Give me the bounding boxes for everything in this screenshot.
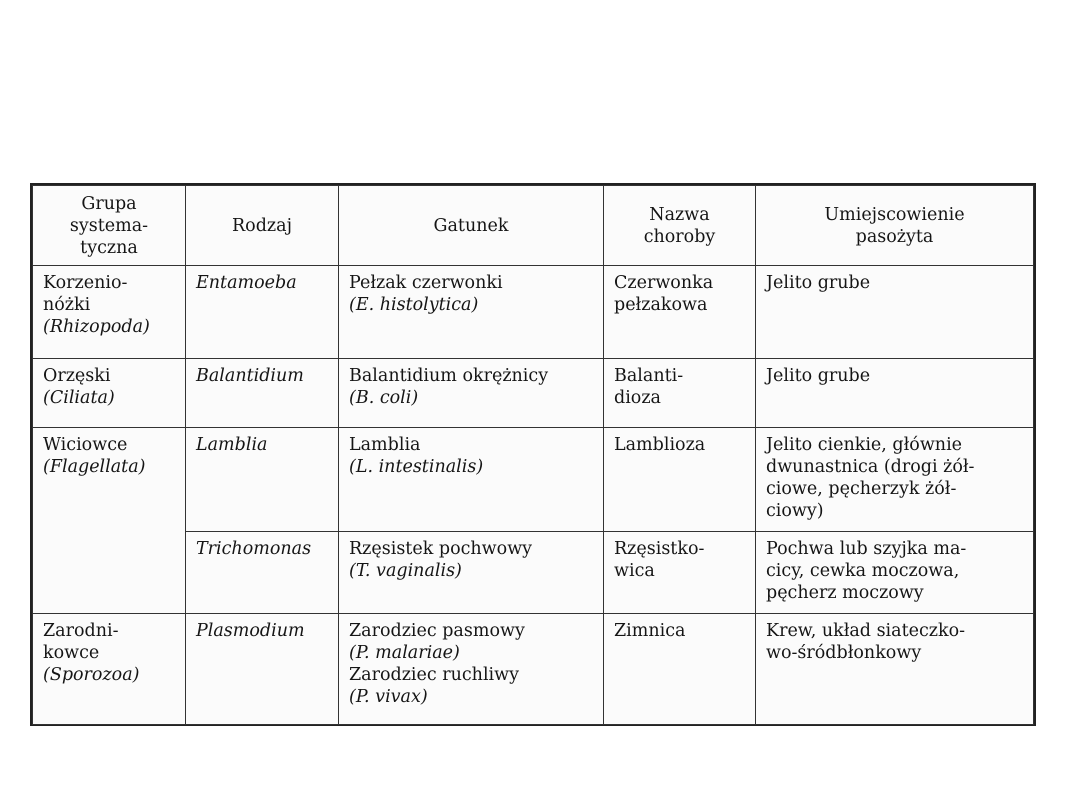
table-row (33, 266, 1034, 359)
header-disease-line-2: choroby (643, 226, 716, 247)
cell-disease: Zimnica (604, 614, 756, 725)
cell-group: Orzęski (Ciliata) (33, 359, 186, 428)
cell-group: Korzenio- nóżki (Rhizopoda) (33, 266, 186, 359)
cell-genus: Balantidium (186, 359, 339, 428)
header-location (756, 186, 1034, 266)
table-row (33, 614, 1034, 725)
header-disease (604, 186, 756, 266)
cell-disease: Lamblioza (604, 428, 756, 532)
cell-disease: Rzęsistko- wica (604, 532, 756, 614)
table-row (33, 428, 1034, 532)
header-group-line-1: Grupa (81, 193, 137, 214)
cell-location: Pochwa lub szyjka ma- cicy, cewka moczowa, pęcherz moczowy (756, 532, 1034, 614)
cell-species: Rzęsistek pochwowy (T. vaginalis) (339, 532, 604, 614)
cell-species: Balantidium okrężnicy (B. coli) (339, 359, 604, 428)
cell-location: Jelito grube (756, 359, 1034, 428)
header-disease-line-1: Nazwa (649, 204, 710, 225)
cell-genus: Lamblia (186, 428, 339, 532)
table-frame (30, 183, 1036, 726)
header-species (339, 186, 604, 266)
cell-location: Jelito cienkie, głównie dwunastnica (drogi żół- ciowe, pęcherzyk żół- ciowy) (756, 428, 1034, 532)
parasite-table (32, 185, 1034, 725)
header-row (33, 186, 1034, 266)
header-genus-line-1: Rodzaj (232, 215, 292, 236)
cell-location: Jelito grube (756, 266, 1034, 359)
header-group-line-3: tyczna (80, 237, 138, 258)
cell-group: Wiciowce (Flagellata) (33, 428, 186, 614)
header-location-line-1: Umiejscowienie (824, 204, 965, 225)
cell-genus: Entamoeba (186, 266, 339, 359)
header-species-line-1: Gatunek (433, 215, 509, 236)
header-group (33, 186, 186, 266)
cell-species: Pełzak czerwonki (E. histolytica) (339, 266, 604, 359)
cell-disease: Czerwonka pełzakowa (604, 266, 756, 359)
cell-genus: Plasmodium (186, 614, 339, 725)
cell-species: Zarodziec pasmowy (P. malariae) Zarodziec ruchliwy (P. vivax) (339, 614, 604, 725)
table-row (33, 359, 1034, 428)
cell-group: Zarodni- kowce (Sporozoa) (33, 614, 186, 725)
cell-disease: Balanti- dioza (604, 359, 756, 428)
header-location-line-2: pasożyta (855, 226, 934, 247)
cell-location: Krew, układ siateczko- wo-śródbłonkowy (756, 614, 1034, 725)
cell-genus: Trichomonas (186, 532, 339, 614)
cell-species: Lamblia (L. intestinalis) (339, 428, 604, 532)
header-genus (186, 186, 339, 266)
header-group-line-2: systema- (69, 215, 149, 236)
